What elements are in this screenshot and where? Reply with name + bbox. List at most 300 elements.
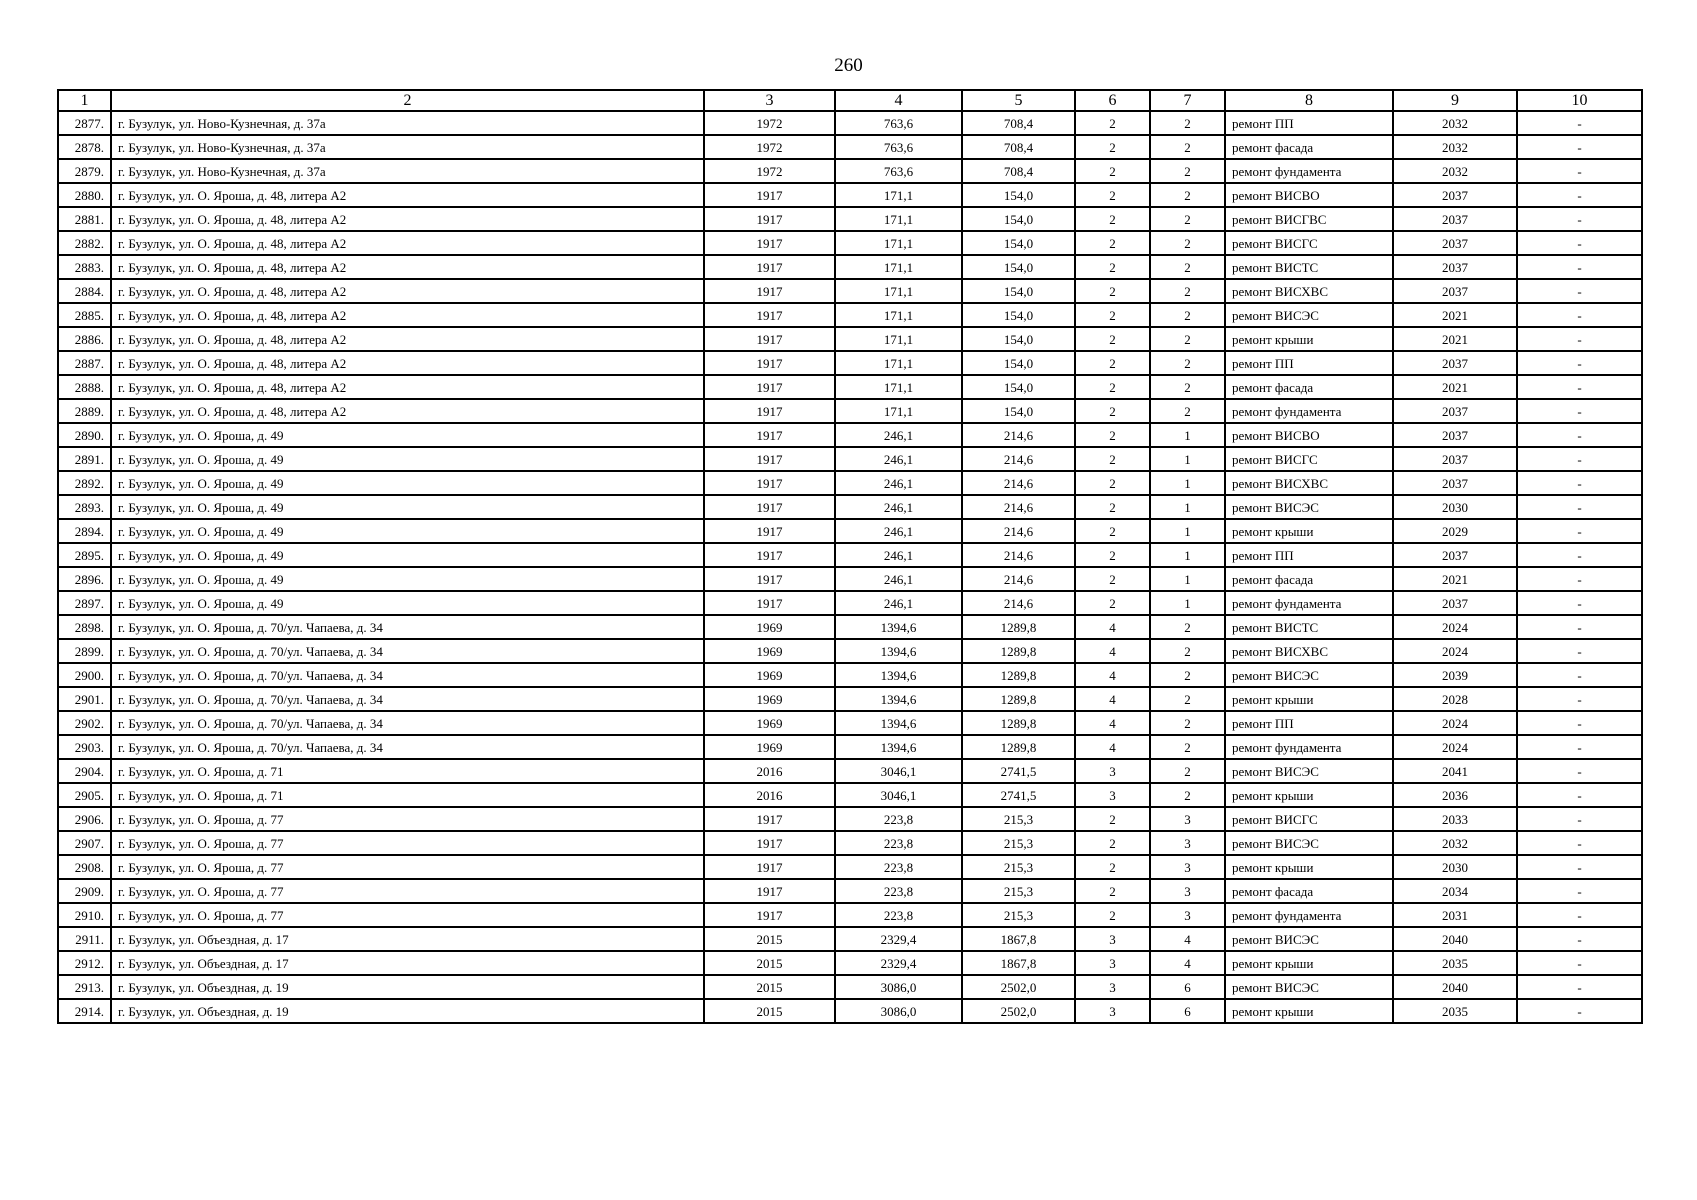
cell-row-number: 2880. <box>58 183 111 207</box>
cell-year-built: 1917 <box>704 807 835 831</box>
cell-year-built: 1917 <box>704 303 835 327</box>
table-row <box>58 951 1642 975</box>
cell-entrances: 3 <box>1150 831 1225 855</box>
cell-floors: 2 <box>1075 831 1150 855</box>
cell-living-area: 154,0 <box>962 351 1075 375</box>
cell-work-type: ремонт крыши <box>1225 999 1393 1023</box>
cell-planned-year: 2030 <box>1393 855 1517 879</box>
cell-total-area: 171,1 <box>835 375 962 399</box>
column-header-9: 9 <box>1393 90 1517 111</box>
cell-address: г. Бузулук, ул. Ново-Кузнечная, д. 37а <box>111 159 704 183</box>
cell-note: - <box>1517 375 1642 399</box>
cell-living-area: 214,6 <box>962 543 1075 567</box>
cell-year-built: 2015 <box>704 975 835 999</box>
cell-address: г. Бузулук, ул. О. Яроша, д. 49 <box>111 543 704 567</box>
cell-note: - <box>1517 855 1642 879</box>
cell-note: - <box>1517 399 1642 423</box>
cell-year-built: 1917 <box>704 471 835 495</box>
cell-living-area: 215,3 <box>962 807 1075 831</box>
cell-address: г. Бузулук, ул. О. Яроша, д. 49 <box>111 519 704 543</box>
cell-year-built: 1917 <box>704 591 835 615</box>
table-row <box>58 591 1642 615</box>
cell-note: - <box>1517 495 1642 519</box>
cell-planned-year: 2037 <box>1393 399 1517 423</box>
cell-address: г. Бузулук, ул. О. Яроша, д. 48, литера А2 <box>111 231 704 255</box>
cell-floors: 4 <box>1075 735 1150 759</box>
column-header-3: 3 <box>704 90 835 111</box>
cell-total-area: 171,1 <box>835 351 962 375</box>
cell-planned-year: 2032 <box>1393 831 1517 855</box>
cell-row-number: 2884. <box>58 279 111 303</box>
cell-address: г. Бузулук, ул. О. Яроша, д. 71 <box>111 759 704 783</box>
cell-floors: 3 <box>1075 999 1150 1023</box>
cell-planned-year: 2028 <box>1393 687 1517 711</box>
cell-year-built: 1917 <box>704 375 835 399</box>
cell-year-built: 1917 <box>704 903 835 927</box>
cell-planned-year: 2040 <box>1393 927 1517 951</box>
cell-planned-year: 2024 <box>1393 711 1517 735</box>
cell-row-number: 2891. <box>58 447 111 471</box>
cell-year-built: 1972 <box>704 159 835 183</box>
cell-note: - <box>1517 615 1642 639</box>
table-row <box>58 519 1642 543</box>
cell-address: г. Бузулук, ул. О. Яроша, д. 48, литера А2 <box>111 207 704 231</box>
cell-address: г. Бузулук, ул. О. Яроша, д. 49 <box>111 471 704 495</box>
cell-entrances: 2 <box>1150 687 1225 711</box>
column-header-10: 10 <box>1517 90 1642 111</box>
cell-total-area: 171,1 <box>835 207 962 231</box>
cell-total-area: 763,6 <box>835 159 962 183</box>
cell-living-area: 1289,8 <box>962 663 1075 687</box>
cell-total-area: 246,1 <box>835 447 962 471</box>
table-row <box>58 159 1642 183</box>
cell-row-number: 2905. <box>58 783 111 807</box>
cell-planned-year: 2037 <box>1393 471 1517 495</box>
cell-note: - <box>1517 303 1642 327</box>
cell-row-number: 2903. <box>58 735 111 759</box>
cell-floors: 2 <box>1075 279 1150 303</box>
cell-work-type: ремонт крыши <box>1225 687 1393 711</box>
cell-planned-year: 2037 <box>1393 543 1517 567</box>
cell-address: г. Бузулук, ул. О. Яроша, д. 48, литера А2 <box>111 279 704 303</box>
cell-floors: 2 <box>1075 399 1150 423</box>
cell-total-area: 2329,4 <box>835 927 962 951</box>
cell-year-built: 1969 <box>704 663 835 687</box>
cell-planned-year: 2034 <box>1393 879 1517 903</box>
cell-floors: 2 <box>1075 327 1150 351</box>
table-row <box>58 639 1642 663</box>
table-row <box>58 447 1642 471</box>
cell-work-type: ремонт ВИСЭС <box>1225 759 1393 783</box>
cell-note: - <box>1517 975 1642 999</box>
cell-entrances: 3 <box>1150 855 1225 879</box>
cell-total-area: 1394,6 <box>835 735 962 759</box>
cell-floors: 2 <box>1075 303 1150 327</box>
cell-total-area: 246,1 <box>835 471 962 495</box>
cell-planned-year: 2037 <box>1393 423 1517 447</box>
cell-total-area: 171,1 <box>835 183 962 207</box>
cell-floors: 2 <box>1075 159 1150 183</box>
cell-planned-year: 2021 <box>1393 327 1517 351</box>
cell-row-number: 2878. <box>58 135 111 159</box>
table-row <box>58 303 1642 327</box>
cell-floors: 2 <box>1075 135 1150 159</box>
cell-work-type: ремонт крыши <box>1225 783 1393 807</box>
cell-floors: 2 <box>1075 495 1150 519</box>
column-header-4: 4 <box>835 90 962 111</box>
cell-entrances: 2 <box>1150 735 1225 759</box>
cell-work-type: ремонт фундамента <box>1225 735 1393 759</box>
cell-work-type: ремонт крыши <box>1225 855 1393 879</box>
cell-row-number: 2894. <box>58 519 111 543</box>
column-header-7: 7 <box>1150 90 1225 111</box>
cell-living-area: 214,6 <box>962 567 1075 591</box>
cell-year-built: 2015 <box>704 999 835 1023</box>
cell-work-type: ремонт ВИСТС <box>1225 255 1393 279</box>
cell-total-area: 223,8 <box>835 807 962 831</box>
cell-row-number: 2892. <box>58 471 111 495</box>
cell-row-number: 2879. <box>58 159 111 183</box>
cell-year-built: 1969 <box>704 735 835 759</box>
cell-work-type: ремонт фасада <box>1225 567 1393 591</box>
cell-note: - <box>1517 447 1642 471</box>
cell-entrances: 1 <box>1150 519 1225 543</box>
cell-note: - <box>1517 879 1642 903</box>
cell-address: г. Бузулук, ул. О. Яроша, д. 49 <box>111 447 704 471</box>
cell-floors: 2 <box>1075 351 1150 375</box>
cell-floors: 4 <box>1075 711 1150 735</box>
cell-living-area: 214,6 <box>962 423 1075 447</box>
cell-total-area: 246,1 <box>835 567 962 591</box>
cell-address: г. Бузулук, ул. О. Яроша, д. 71 <box>111 783 704 807</box>
cell-planned-year: 2021 <box>1393 303 1517 327</box>
cell-total-area: 3086,0 <box>835 975 962 999</box>
cell-floors: 3 <box>1075 759 1150 783</box>
table-row <box>58 543 1642 567</box>
cell-row-number: 2911. <box>58 927 111 951</box>
cell-planned-year: 2037 <box>1393 183 1517 207</box>
cell-entrances: 2 <box>1150 711 1225 735</box>
cell-address: г. Бузулук, ул. Объездная, д. 17 <box>111 951 704 975</box>
cell-row-number: 2913. <box>58 975 111 999</box>
repair-schedule-table <box>57 89 1643 1024</box>
cell-entrances: 2 <box>1150 159 1225 183</box>
cell-living-area: 1289,8 <box>962 711 1075 735</box>
cell-planned-year: 2041 <box>1393 759 1517 783</box>
cell-total-area: 223,8 <box>835 831 962 855</box>
cell-row-number: 2909. <box>58 879 111 903</box>
cell-work-type: ремонт ПП <box>1225 351 1393 375</box>
cell-address: г. Бузулук, ул. О. Яроша, д. 49 <box>111 495 704 519</box>
cell-total-area: 246,1 <box>835 543 962 567</box>
cell-entrances: 3 <box>1150 879 1225 903</box>
cell-entrances: 2 <box>1150 111 1225 135</box>
cell-total-area: 223,8 <box>835 879 962 903</box>
cell-planned-year: 2033 <box>1393 807 1517 831</box>
cell-total-area: 2329,4 <box>835 951 962 975</box>
cell-total-area: 246,1 <box>835 423 962 447</box>
table-row <box>58 351 1642 375</box>
cell-year-built: 1917 <box>704 351 835 375</box>
cell-entrances: 2 <box>1150 615 1225 639</box>
cell-living-area: 154,0 <box>962 207 1075 231</box>
cell-entrances: 2 <box>1150 663 1225 687</box>
cell-address: г. Бузулук, ул. О. Яроша, д. 70/ул. Чапаева, д. 34 <box>111 735 704 759</box>
header-row <box>58 90 1642 111</box>
cell-floors: 4 <box>1075 639 1150 663</box>
table-row <box>58 663 1642 687</box>
cell-entrances: 2 <box>1150 783 1225 807</box>
cell-planned-year: 2040 <box>1393 975 1517 999</box>
cell-entrances: 3 <box>1150 807 1225 831</box>
cell-living-area: 154,0 <box>962 303 1075 327</box>
table-row <box>58 471 1642 495</box>
cell-total-area: 171,1 <box>835 231 962 255</box>
table-row <box>58 759 1642 783</box>
cell-planned-year: 2039 <box>1393 663 1517 687</box>
cell-year-built: 1917 <box>704 279 835 303</box>
cell-year-built: 1917 <box>704 495 835 519</box>
cell-address: г. Бузулук, ул. О. Яроша, д. 48, литера А2 <box>111 255 704 279</box>
cell-total-area: 3046,1 <box>835 759 962 783</box>
cell-note: - <box>1517 111 1642 135</box>
column-header-8: 8 <box>1225 90 1393 111</box>
column-header-5: 5 <box>962 90 1075 111</box>
cell-planned-year: 2037 <box>1393 447 1517 471</box>
cell-address: г. Бузулук, ул. Объездная, д. 19 <box>111 975 704 999</box>
table-row <box>58 135 1642 159</box>
cell-note: - <box>1517 231 1642 255</box>
cell-work-type: ремонт крыши <box>1225 519 1393 543</box>
cell-entrances: 4 <box>1150 951 1225 975</box>
cell-entrances: 2 <box>1150 231 1225 255</box>
cell-work-type: ремонт ВИСЭС <box>1225 927 1393 951</box>
cell-total-area: 763,6 <box>835 135 962 159</box>
cell-floors: 2 <box>1075 255 1150 279</box>
cell-living-area: 1289,8 <box>962 615 1075 639</box>
cell-planned-year: 2036 <box>1393 783 1517 807</box>
cell-floors: 2 <box>1075 231 1150 255</box>
cell-note: - <box>1517 951 1642 975</box>
table-row <box>58 807 1642 831</box>
cell-floors: 2 <box>1075 855 1150 879</box>
cell-year-built: 1917 <box>704 447 835 471</box>
cell-total-area: 1394,6 <box>835 711 962 735</box>
cell-work-type: ремонт фасада <box>1225 135 1393 159</box>
cell-note: - <box>1517 351 1642 375</box>
cell-address: г. Бузулук, ул. О. Яроша, д. 70/ул. Чапаева, д. 34 <box>111 639 704 663</box>
cell-entrances: 2 <box>1150 207 1225 231</box>
table-row <box>58 687 1642 711</box>
cell-address: г. Бузулук, ул. О. Яроша, д. 49 <box>111 567 704 591</box>
cell-living-area: 214,6 <box>962 495 1075 519</box>
cell-work-type: ремонт ВИСЭС <box>1225 831 1393 855</box>
cell-note: - <box>1517 663 1642 687</box>
cell-living-area: 215,3 <box>962 831 1075 855</box>
cell-floors: 2 <box>1075 111 1150 135</box>
table-row <box>58 735 1642 759</box>
cell-work-type: ремонт ВИСГС <box>1225 807 1393 831</box>
cell-floors: 2 <box>1075 423 1150 447</box>
cell-living-area: 154,0 <box>962 231 1075 255</box>
cell-address: г. Бузулук, ул. О. Яроша, д. 48, литера А2 <box>111 303 704 327</box>
cell-entrances: 1 <box>1150 543 1225 567</box>
cell-entrances: 6 <box>1150 975 1225 999</box>
cell-year-built: 1969 <box>704 711 835 735</box>
table-row <box>58 399 1642 423</box>
cell-planned-year: 2037 <box>1393 351 1517 375</box>
cell-total-area: 1394,6 <box>835 687 962 711</box>
cell-note: - <box>1517 735 1642 759</box>
cell-work-type: ремонт ВИСХВС <box>1225 279 1393 303</box>
cell-note: - <box>1517 711 1642 735</box>
cell-address: г. Бузулук, ул. О. Яроша, д. 48, литера А2 <box>111 183 704 207</box>
cell-living-area: 214,6 <box>962 471 1075 495</box>
cell-row-number: 2882. <box>58 231 111 255</box>
cell-floors: 2 <box>1075 207 1150 231</box>
cell-living-area: 1289,8 <box>962 639 1075 663</box>
cell-living-area: 1867,8 <box>962 927 1075 951</box>
cell-planned-year: 2032 <box>1393 111 1517 135</box>
cell-total-area: 171,1 <box>835 279 962 303</box>
table-row <box>58 423 1642 447</box>
cell-floors: 2 <box>1075 519 1150 543</box>
cell-year-built: 1917 <box>704 855 835 879</box>
cell-entrances: 3 <box>1150 903 1225 927</box>
cell-entrances: 1 <box>1150 447 1225 471</box>
cell-planned-year: 2032 <box>1393 135 1517 159</box>
cell-work-type: ремонт ВИСТС <box>1225 615 1393 639</box>
cell-planned-year: 2024 <box>1393 615 1517 639</box>
cell-note: - <box>1517 759 1642 783</box>
cell-row-number: 2901. <box>58 687 111 711</box>
cell-address: г. Бузулук, ул. О. Яроша, д. 48, литера А2 <box>111 327 704 351</box>
cell-entrances: 2 <box>1150 759 1225 783</box>
cell-row-number: 2908. <box>58 855 111 879</box>
cell-note: - <box>1517 927 1642 951</box>
cell-work-type: ремонт ВИСВО <box>1225 183 1393 207</box>
cell-year-built: 1969 <box>704 639 835 663</box>
cell-planned-year: 2024 <box>1393 639 1517 663</box>
cell-address: г. Бузулук, ул. О. Яроша, д. 49 <box>111 591 704 615</box>
cell-note: - <box>1517 807 1642 831</box>
cell-living-area: 214,6 <box>962 447 1075 471</box>
cell-work-type: ремонт ВИСВО <box>1225 423 1393 447</box>
cell-floors: 4 <box>1075 615 1150 639</box>
cell-total-area: 3046,1 <box>835 783 962 807</box>
cell-floors: 2 <box>1075 807 1150 831</box>
cell-living-area: 215,3 <box>962 855 1075 879</box>
cell-planned-year: 2037 <box>1393 207 1517 231</box>
cell-row-number: 2881. <box>58 207 111 231</box>
cell-living-area: 154,0 <box>962 279 1075 303</box>
cell-entrances: 2 <box>1150 183 1225 207</box>
cell-note: - <box>1517 519 1642 543</box>
cell-note: - <box>1517 135 1642 159</box>
cell-year-built: 1972 <box>704 135 835 159</box>
cell-row-number: 2886. <box>58 327 111 351</box>
cell-row-number: 2893. <box>58 495 111 519</box>
cell-living-area: 154,0 <box>962 399 1075 423</box>
cell-planned-year: 2037 <box>1393 255 1517 279</box>
cell-note: - <box>1517 543 1642 567</box>
cell-row-number: 2877. <box>58 111 111 135</box>
table-row <box>58 831 1642 855</box>
cell-row-number: 2883. <box>58 255 111 279</box>
cell-row-number: 2889. <box>58 399 111 423</box>
cell-work-type: ремонт ВИСХВС <box>1225 639 1393 663</box>
cell-year-built: 1969 <box>704 615 835 639</box>
cell-entrances: 1 <box>1150 591 1225 615</box>
cell-note: - <box>1517 423 1642 447</box>
cell-work-type: ремонт ВИСГС <box>1225 447 1393 471</box>
cell-work-type: ремонт крыши <box>1225 327 1393 351</box>
cell-row-number: 2907. <box>58 831 111 855</box>
table-row <box>58 375 1642 399</box>
cell-note: - <box>1517 183 1642 207</box>
cell-year-built: 2015 <box>704 927 835 951</box>
cell-floors: 3 <box>1075 927 1150 951</box>
cell-work-type: ремонт ВИСЭС <box>1225 495 1393 519</box>
cell-row-number: 2900. <box>58 663 111 687</box>
cell-work-type: ремонт фундамента <box>1225 591 1393 615</box>
cell-year-built: 1972 <box>704 111 835 135</box>
cell-planned-year: 2037 <box>1393 279 1517 303</box>
cell-year-built: 1917 <box>704 231 835 255</box>
cell-entrances: 4 <box>1150 927 1225 951</box>
cell-work-type: ремонт ПП <box>1225 711 1393 735</box>
cell-row-number: 2896. <box>58 567 111 591</box>
cell-planned-year: 2032 <box>1393 159 1517 183</box>
cell-work-type: ремонт ВИСЭС <box>1225 975 1393 999</box>
table-row <box>58 615 1642 639</box>
cell-year-built: 2016 <box>704 759 835 783</box>
cell-planned-year: 2029 <box>1393 519 1517 543</box>
cell-total-area: 171,1 <box>835 255 962 279</box>
cell-address: г. Бузулук, ул. О. Яроша, д. 70/ул. Чапаева, д. 34 <box>111 663 704 687</box>
table-row <box>58 279 1642 303</box>
cell-note: - <box>1517 999 1642 1023</box>
cell-planned-year: 2037 <box>1393 591 1517 615</box>
cell-address: г. Бузулук, ул. О. Яроша, д. 77 <box>111 807 704 831</box>
cell-entrances: 2 <box>1150 255 1225 279</box>
table-row <box>58 495 1642 519</box>
cell-living-area: 1867,8 <box>962 951 1075 975</box>
cell-year-built: 2015 <box>704 951 835 975</box>
cell-living-area: 2502,0 <box>962 975 1075 999</box>
cell-year-built: 1917 <box>704 543 835 567</box>
table-row <box>58 783 1642 807</box>
cell-year-built: 1917 <box>704 183 835 207</box>
cell-address: г. Бузулук, ул. О. Яроша, д. 70/ул. Чапаева, д. 34 <box>111 687 704 711</box>
cell-address: г. Бузулук, ул. О. Яроша, д. 77 <box>111 903 704 927</box>
cell-address: г. Бузулук, ул. О. Яроша, д. 70/ул. Чапаева, д. 34 <box>111 711 704 735</box>
cell-note: - <box>1517 783 1642 807</box>
column-header-2: 2 <box>111 90 704 111</box>
table-row <box>58 567 1642 591</box>
cell-year-built: 1917 <box>704 327 835 351</box>
cell-note: - <box>1517 279 1642 303</box>
table-row <box>58 855 1642 879</box>
cell-row-number: 2897. <box>58 591 111 615</box>
cell-planned-year: 2021 <box>1393 567 1517 591</box>
cell-living-area: 2502,0 <box>962 999 1075 1023</box>
cell-floors: 4 <box>1075 663 1150 687</box>
cell-entrances: 1 <box>1150 471 1225 495</box>
cell-entrances: 2 <box>1150 399 1225 423</box>
cell-floors: 2 <box>1075 447 1150 471</box>
cell-year-built: 1917 <box>704 567 835 591</box>
